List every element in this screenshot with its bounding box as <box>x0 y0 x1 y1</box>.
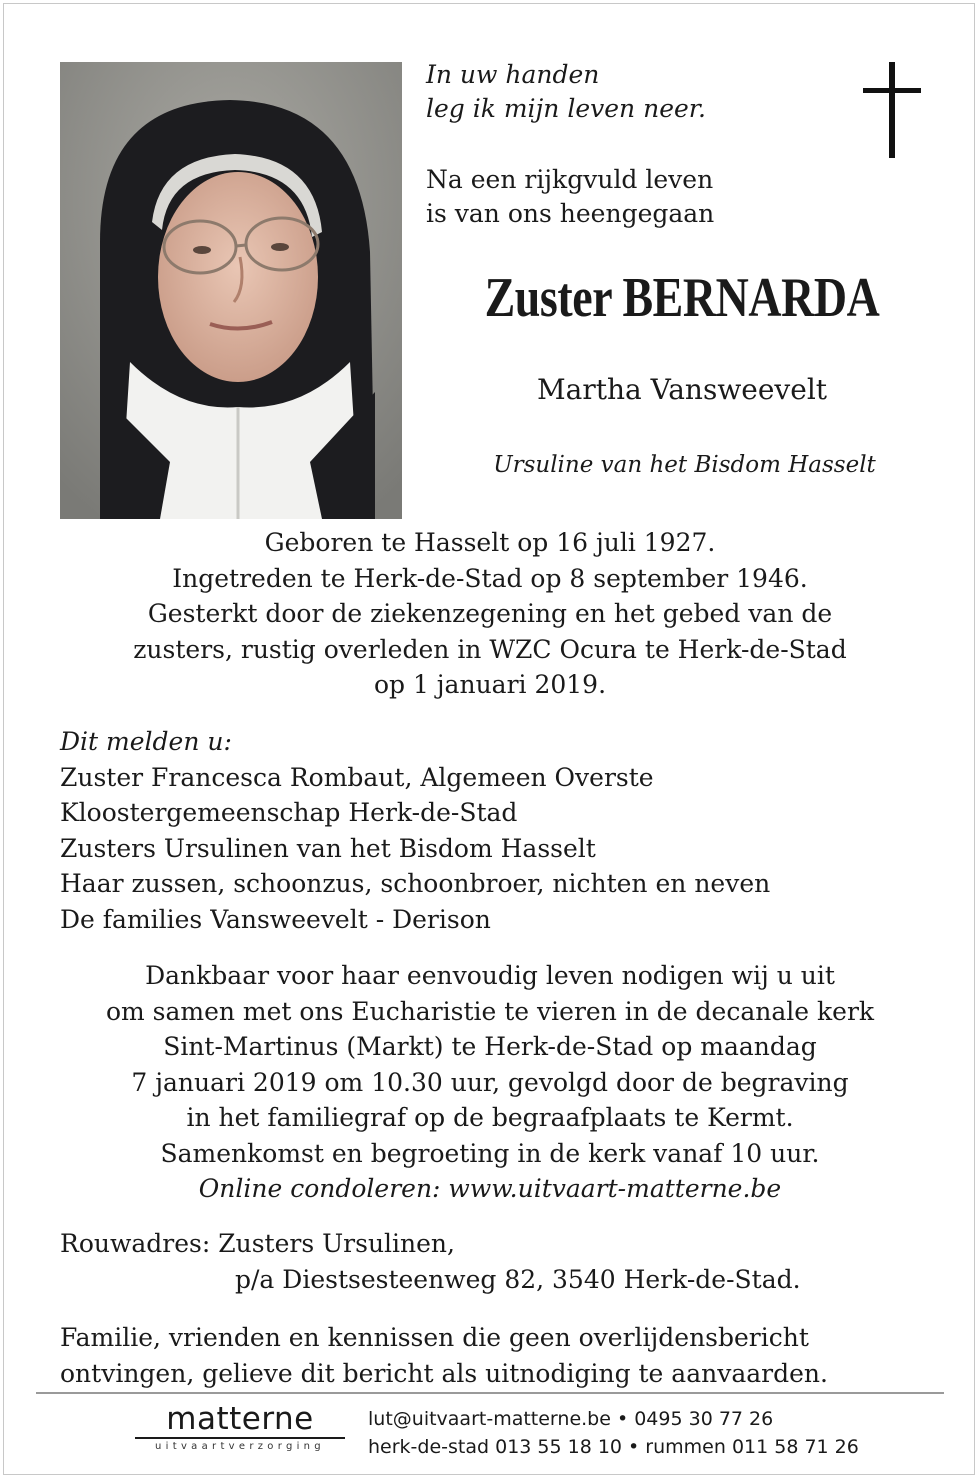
motto <box>426 58 706 126</box>
service-details <box>30 958 950 1207</box>
cross-icon <box>863 62 921 158</box>
footer-divider <box>36 1392 944 1394</box>
announcer-line: De families Vansweevelt - Derison <box>60 904 491 934</box>
bio-line: op 1 januari 2019. <box>373 670 607 699</box>
religious-order: Ursuline van het Bisdom Hasselt <box>493 452 876 478</box>
announcer-line: Kloostergemeenschap Herk-de-Stad <box>60 798 518 827</box>
address-line-2: p/a Diestsesteenweg 82, 3540 Herk-de-Stad. <box>235 1265 801 1294</box>
address-line-1: Rouwadres: Zusters Ursulinen, <box>60 1229 455 1258</box>
service-line: in het familiegraf op de begraafplaats te Kermt. <box>186 1103 794 1132</box>
contact-line-2[interactable]: herk-de-stad 013 55 18 10 • rummen 011 58 71 26 <box>368 1436 859 1458</box>
bio-line: Ingetreden te Herk-de-Stad op 8 september 1946. <box>172 563 808 593</box>
service-line: om samen met ons Eucharistie te vieren in de decanale kerk <box>105 996 875 1026</box>
bio-line: zusters, rustig overleden in WZC Ocura te Herk-de-Stad <box>133 634 847 664</box>
brand-tagline: uitvaartverzorging <box>155 1441 325 1452</box>
motto-line-2: leg ik mijn leven neer. <box>426 94 706 123</box>
intro-text <box>426 163 714 231</box>
religious-name: Zuster BERNARDA <box>484 267 880 329</box>
online-condolence-link[interactable]: Online condoleren: www.uitvaart-matterne.be <box>198 1174 782 1203</box>
service-line: Sint-Martinus (Markt) te Herk-de-Stad op maandag <box>163 1032 817 1061</box>
motto-line-1: In uw handen <box>426 60 600 89</box>
bio-line: Gesterkt door de ziekenzegening en het gebed van de <box>147 599 833 628</box>
closing-line: ontvingen, gelieve dit bericht als uitnodiging te aanvaarden. <box>60 1358 828 1388</box>
service-line: 7 januari 2019 om 10.30 uur, gevolgd door de begraving <box>131 1067 849 1097</box>
contact-line-1[interactable]: lut@uitvaart-matterne.be • 0495 30 77 26 <box>368 1408 774 1430</box>
service-line: Samenkomst en begroeting in de kerk vanaf 10 uur. <box>160 1138 820 1168</box>
intro-line-2: is van ons heengegaan <box>426 199 715 228</box>
biography <box>30 525 950 703</box>
brand-name: matterne <box>166 1401 314 1437</box>
closing-note <box>60 1320 828 1391</box>
brand-underline <box>135 1437 345 1439</box>
mourning-address <box>60 1226 801 1298</box>
announcer-line: Zuster Francesca Rombaut, Algemeen Overste <box>60 762 654 792</box>
closing-line: Familie, vrienden en kennissen die geen overlijdensbericht <box>60 1323 809 1352</box>
funeral-home-logo <box>135 1401 345 1452</box>
service-line: Dankbaar voor haar eenvoudig leven nodigen wij u uit <box>145 961 835 990</box>
intro-line-1: Na een rijkgvuld leven <box>426 165 714 194</box>
civil-name: Martha Vansweevelt <box>536 373 828 406</box>
announcer-line: Haar zussen, schoonzus, schoonbroer, nichten en neven <box>60 869 771 898</box>
contact-info <box>368 1405 859 1461</box>
portrait-photo <box>60 62 402 519</box>
announcement <box>60 724 770 937</box>
bio-line: Geboren te Hasselt op 16 juli 1927. <box>264 528 716 557</box>
announcement-heading: Dit melden u: <box>60 727 232 756</box>
announcer-line: Zusters Ursulinen van het Bisdom Hasselt <box>60 833 596 863</box>
